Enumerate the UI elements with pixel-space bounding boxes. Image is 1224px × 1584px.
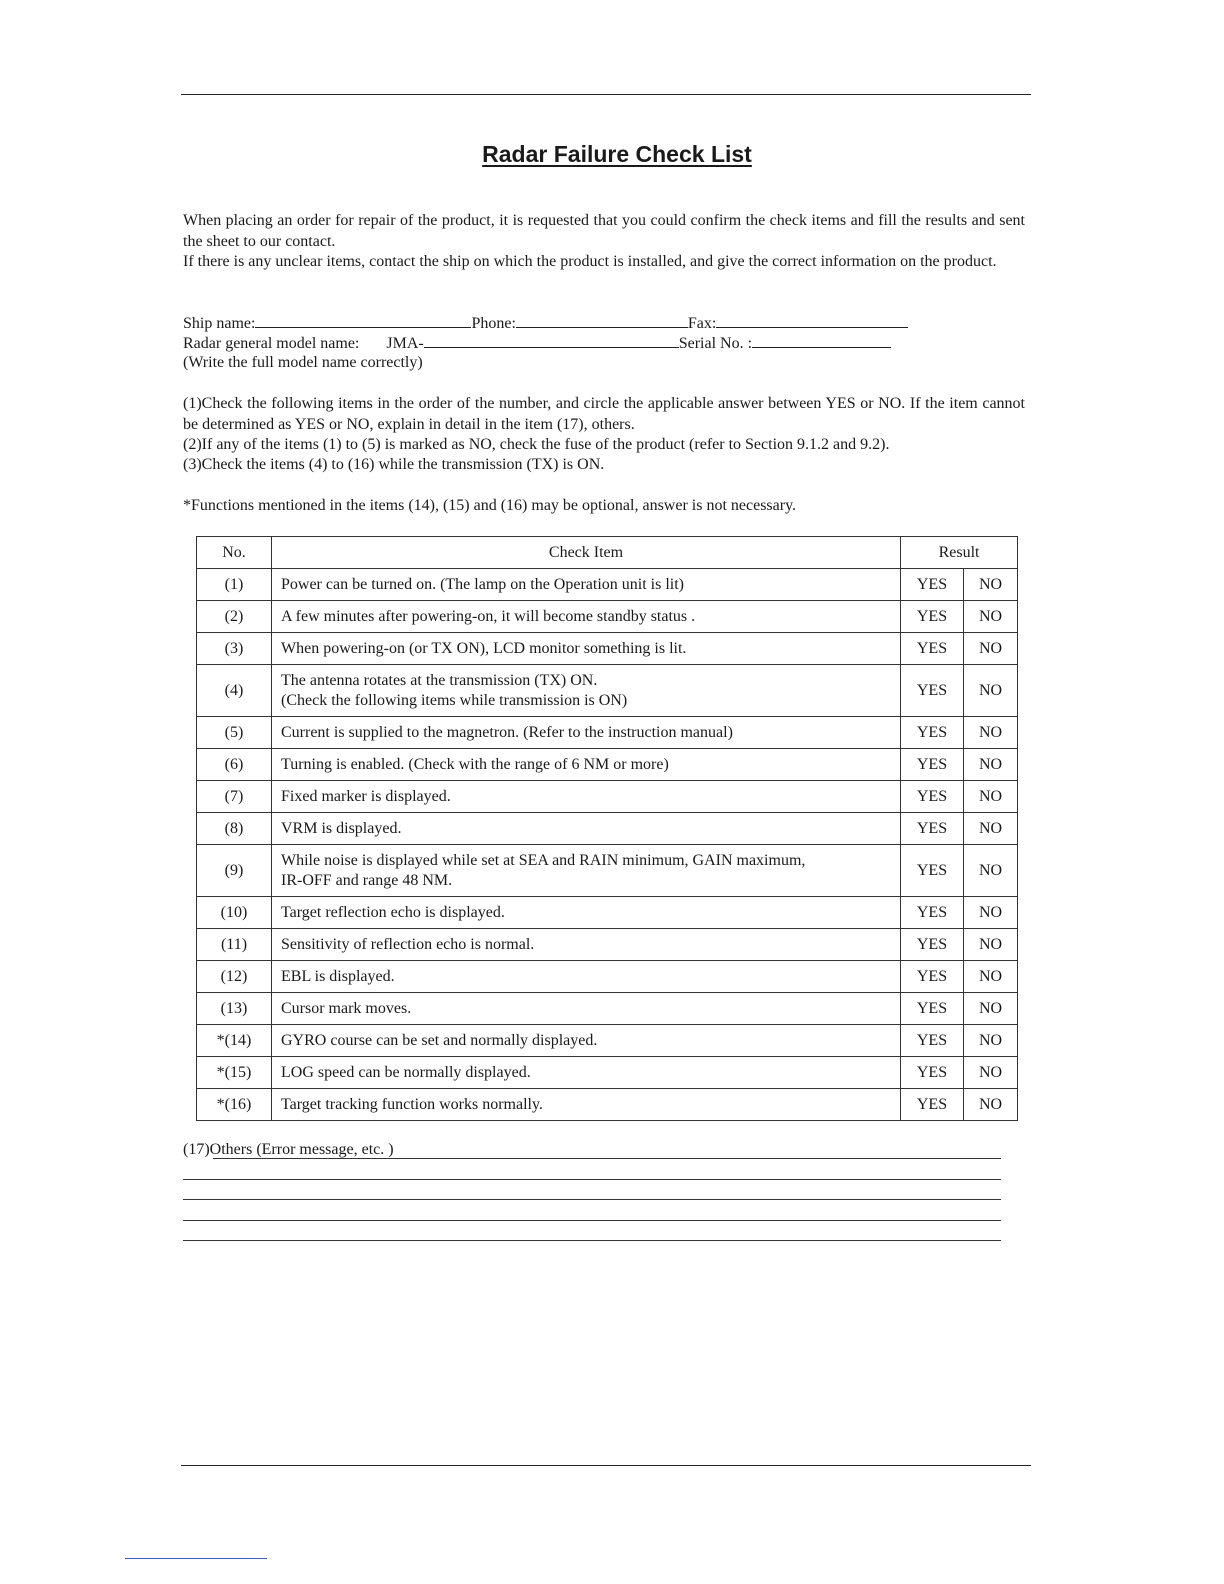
serial-field[interactable] — [752, 333, 891, 348]
ship-name-label: Ship name: — [183, 315, 256, 332]
yes-option[interactable]: YES — [901, 633, 964, 665]
instruction-2: (2)If any of the items (1) to (5) is marked as NO, check the fuse of the product (refer to Section 9.1.2 and 9.2). — [183, 436, 890, 453]
yes-option[interactable]: YES — [901, 897, 964, 929]
no-option[interactable]: NO — [964, 749, 1018, 781]
yes-option[interactable]: YES — [901, 813, 964, 845]
table-row — [197, 961, 1018, 993]
row-number: (8) — [197, 813, 272, 845]
yes-option[interactable]: YES — [901, 601, 964, 633]
no-option[interactable]: NO — [964, 961, 1018, 993]
table-row — [197, 781, 1018, 813]
model-info-row — [183, 333, 891, 354]
row-number: (2) — [197, 601, 272, 633]
row-number: (3) — [197, 633, 272, 665]
table-row — [197, 1057, 1018, 1089]
model-name-label: Radar general model name: — [183, 335, 360, 352]
no-option[interactable]: NO — [964, 781, 1018, 813]
row-number: (10) — [197, 897, 272, 929]
header-result: Result — [901, 537, 1018, 569]
no-option[interactable]: NO — [964, 1089, 1018, 1121]
row-number: *(14) — [197, 1025, 272, 1057]
table-header-row — [197, 537, 1018, 569]
phone-field[interactable] — [516, 313, 688, 328]
no-option[interactable]: NO — [964, 717, 1018, 749]
row-number: (1) — [197, 569, 272, 601]
row-check-item-line-2: (Check the following items while transmission is ON) — [281, 691, 628, 709]
row-number: (7) — [197, 781, 272, 813]
no-option[interactable]: NO — [964, 813, 1018, 845]
others-answer-line[interactable] — [213, 1158, 1001, 1159]
row-number: (6) — [197, 749, 272, 781]
no-option[interactable]: NO — [964, 633, 1018, 665]
row-number: (12) — [197, 961, 272, 993]
serial-label: Serial No. : — [678, 335, 753, 352]
yes-option[interactable]: YES — [901, 569, 964, 601]
row-check-item: GYRO course can be set and normally displayed. — [272, 1025, 901, 1057]
optional-note: *Functions mentioned in the items (14), (15) and (16) may be optional, answer is not necessary. — [183, 497, 797, 514]
row-number: (4) — [197, 665, 272, 717]
yes-option[interactable]: YES — [901, 665, 964, 717]
intro-paragraph-1: When placing an order for repair of the product, it is requested that you could confirm the check items and fill the results and sent the sheet to our contact. — [183, 212, 1025, 250]
no-option[interactable]: NO — [964, 1057, 1018, 1089]
row-check-item: EBL is displayed. — [272, 961, 901, 993]
page-title: Radar Failure Check List — [482, 141, 752, 167]
fax-label: Fax: — [687, 315, 717, 332]
table-row — [197, 845, 1018, 897]
no-option[interactable]: NO — [964, 601, 1018, 633]
row-check-item: LOG speed can be normally displayed. — [272, 1057, 901, 1089]
header-rule — [181, 94, 1031, 95]
table-row — [197, 929, 1018, 961]
others-answer-line[interactable] — [183, 1240, 1001, 1241]
row-check-item: When powering-on (or TX ON), LCD monitor something is lit. — [272, 633, 901, 665]
row-check-item: Sensitivity of reflection echo is normal. — [272, 929, 901, 961]
row-number: (11) — [197, 929, 272, 961]
table-row — [197, 749, 1018, 781]
table-row — [197, 813, 1018, 845]
row-number: (13) — [197, 993, 272, 1025]
yes-option[interactable]: YES — [901, 1025, 964, 1057]
ship-info-row — [183, 313, 908, 334]
header-check-item: Check Item — [272, 537, 901, 569]
others-answer-line[interactable] — [183, 1220, 1001, 1221]
others-label: Others (Error message, etc. ) — [209, 1141, 394, 1158]
table-row — [197, 633, 1018, 665]
yes-option[interactable]: YES — [901, 781, 964, 813]
table-row — [197, 897, 1018, 929]
others-answer-line[interactable] — [183, 1199, 1001, 1200]
footer-link-underline[interactable] — [125, 1558, 267, 1559]
row-check-item: Target tracking function works normally. — [272, 1089, 901, 1121]
row-check-item: Power can be turned on. (The lamp on the Operation unit is lit) — [272, 569, 901, 601]
yes-option[interactable]: YES — [901, 1057, 964, 1089]
instruction-3: (3)Check the items (4) to (16) while the transmission (TX) is ON. — [183, 456, 605, 473]
row-check-item-line-2: IR-OFF and range 48 NM. — [281, 871, 453, 889]
instruction-1: (1)Check the following items in the order of the number, and circle the applicable answer between YES or NO. If the item cannot be determined as YES or NO, explain in detail in the item (17), others. — [183, 395, 1025, 433]
row-check-item: A few minutes after powering-on, it will become standby status . — [272, 601, 901, 633]
yes-option[interactable]: YES — [901, 845, 964, 897]
row-check-item: Cursor mark moves. — [272, 993, 901, 1025]
model-prefix: JMA- — [386, 335, 424, 352]
no-option[interactable]: NO — [964, 569, 1018, 601]
row-check-item-line-1: The antenna rotates at the transmission (TX) ON. — [281, 671, 598, 689]
no-option[interactable]: NO — [964, 929, 1018, 961]
ship-name-field[interactable] — [255, 313, 471, 328]
no-option[interactable]: NO — [964, 993, 1018, 1025]
row-number: *(16) — [197, 1089, 272, 1121]
row-check-item: VRM is displayed. — [272, 813, 901, 845]
no-option[interactable]: NO — [964, 897, 1018, 929]
row-number: (5) — [197, 717, 272, 749]
row-check-item — [272, 665, 901, 717]
table-row — [197, 1025, 1018, 1057]
row-check-item-line-1: While noise is displayed while set at SEA and RAIN minimum, GAIN maximum, — [281, 851, 806, 869]
yes-option[interactable]: YES — [901, 961, 964, 993]
intro-paragraph-2: If there is any unclear items, contact the ship on which the product is installed, and give the correct information on the product. — [183, 253, 997, 270]
row-check-item: Turning is enabled. (Check with the range of 6 NM or more) — [272, 749, 901, 781]
yes-option[interactable]: YES — [901, 993, 964, 1025]
model-note: (Write the full model name correctly) — [183, 354, 423, 371]
others-prefix: (17) — [183, 1141, 210, 1158]
row-number: *(15) — [197, 1057, 272, 1089]
fax-field[interactable] — [716, 313, 908, 328]
model-name-field[interactable] — [424, 333, 679, 348]
row-check-item: Target reflection echo is displayed. — [272, 897, 901, 929]
no-option[interactable]: NO — [964, 845, 1018, 897]
table-row — [197, 665, 1018, 717]
row-check-item — [272, 845, 901, 897]
table-row — [197, 717, 1018, 749]
row-check-item: Current is supplied to the magnetron. (Refer to the instruction manual) — [272, 717, 901, 749]
no-option[interactable]: NO — [964, 1025, 1018, 1057]
yes-option[interactable]: YES — [901, 1089, 964, 1121]
footer-rule — [181, 1465, 1031, 1466]
others-answer-line[interactable] — [183, 1179, 1001, 1180]
table-row — [197, 1089, 1018, 1121]
table-row — [197, 569, 1018, 601]
yes-option[interactable]: YES — [901, 717, 964, 749]
row-number: (9) — [197, 845, 272, 897]
no-option[interactable]: NO — [964, 665, 1018, 717]
others-heading — [183, 1141, 394, 1159]
yes-option[interactable]: YES — [901, 929, 964, 961]
table-row — [197, 601, 1018, 633]
header-no: No. — [197, 537, 272, 569]
row-check-item: Fixed marker is displayed. — [272, 781, 901, 813]
phone-label: Phone: — [471, 315, 516, 332]
table-row — [197, 993, 1018, 1025]
yes-option[interactable]: YES — [901, 749, 964, 781]
check-table — [196, 536, 1018, 1121]
